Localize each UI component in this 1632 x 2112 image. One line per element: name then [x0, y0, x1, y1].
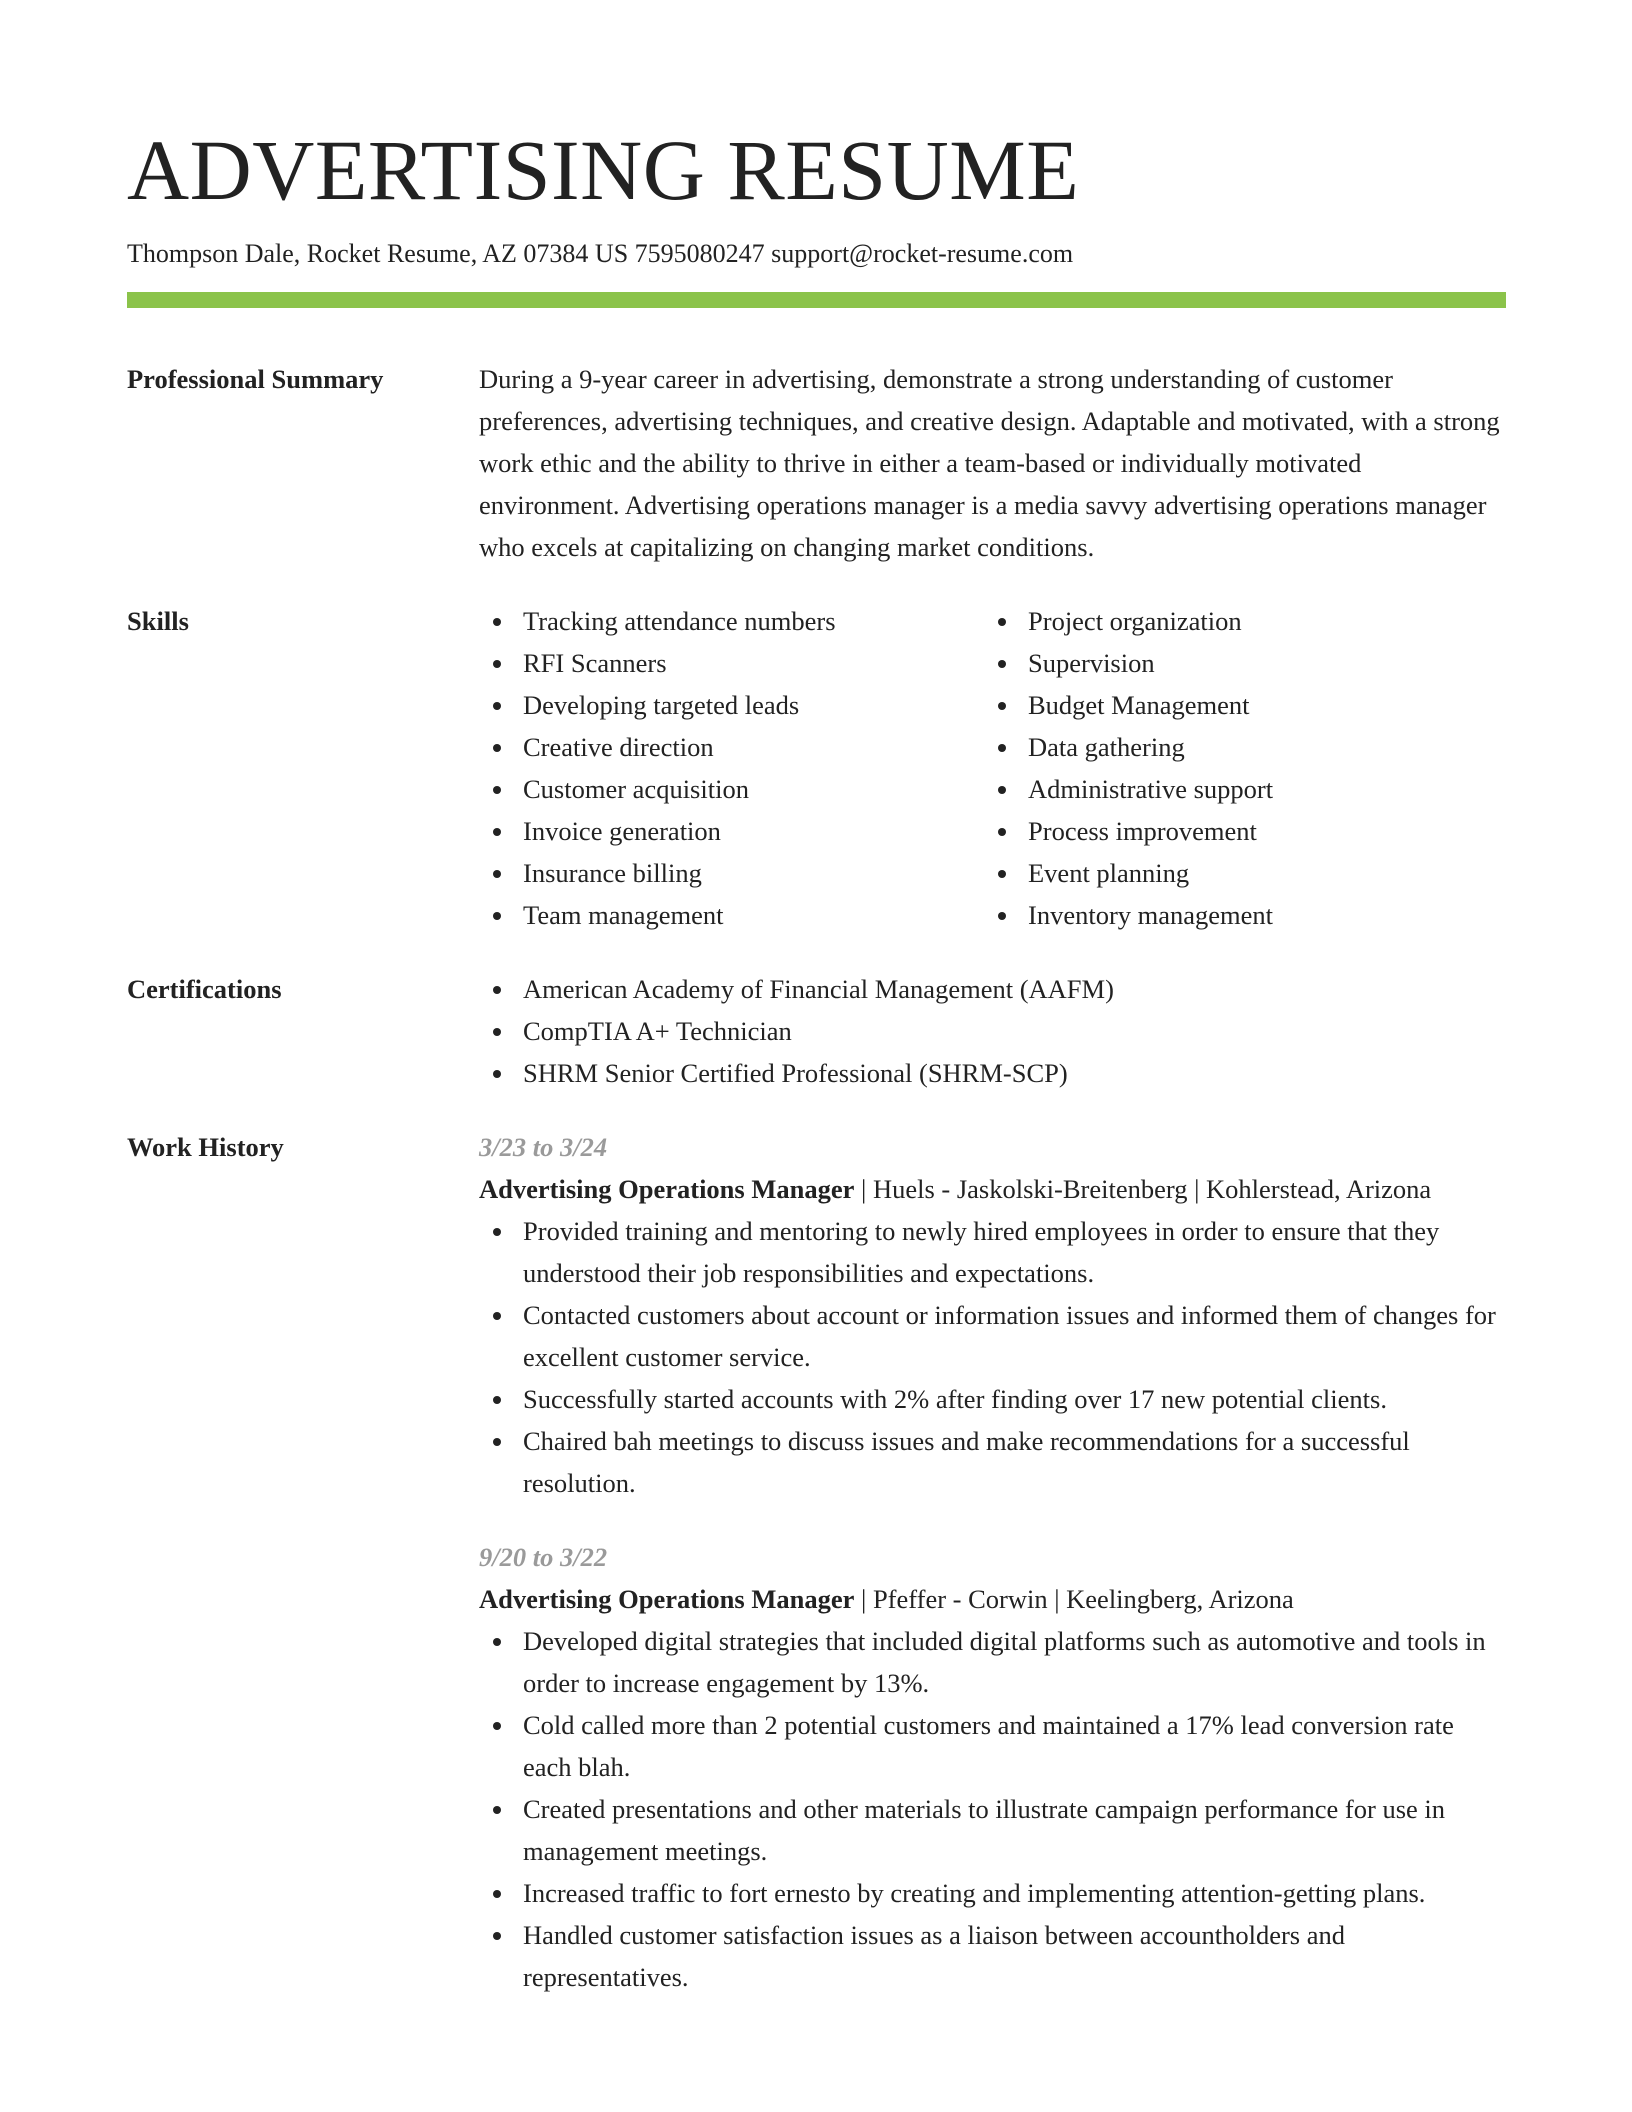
skill-item: Tracking attendance numbers — [479, 600, 984, 642]
work-history-section — [127, 1126, 1506, 1998]
job-heading — [479, 1168, 1506, 1210]
skill-item: Developing targeted leads — [479, 684, 984, 726]
summary-text: During a 9-year career in advertising, demonstrate a strong understanding of customer preferences, advertising techniques, and creative design. Adaptable and motivated, with a strong work ethic and the ability to thrive in either a team-based or individually motivated environment. Advertising operations manager is a media savvy advertising operations manager who excels at capitalizing on changing market conditions. — [479, 364, 1500, 562]
skill-item: Data gathering — [984, 726, 1489, 768]
certifications-list — [479, 968, 1506, 1094]
job-company-location: | Pfeffer - Corwin | Keelingberg, Arizona — [854, 1584, 1294, 1614]
accent-divider — [127, 292, 1506, 308]
skills-grid — [479, 600, 1506, 936]
certifications-section — [127, 968, 1506, 1094]
resume-title: ADVERTISING RESUME — [127, 122, 1080, 218]
job-entry — [479, 1536, 1506, 1998]
certification-item: SHRM Senior Certified Professional (SHRM-SCP) — [479, 1052, 1506, 1094]
skill-item: Team management — [479, 894, 984, 936]
job-bullet: Created presentations and other materials to illustrate campaign performance for use in management meetings. — [479, 1788, 1506, 1872]
job-bullet: Provided training and mentoring to newly hired employees in order to ensure that they understood their job responsibilities and expectations. — [479, 1210, 1506, 1294]
job-heading — [479, 1578, 1506, 1620]
contact-line: Thompson Dale, Rocket Resume, AZ 07384 US 7595080247 support@rocket-resume.com — [127, 239, 1074, 268]
skills-section — [127, 600, 1506, 936]
work-history-body — [479, 1126, 1506, 1998]
skill-item: Customer acquisition — [479, 768, 984, 810]
section-label-summary: Professional Summary — [127, 364, 384, 394]
job-bullet: Handled customer satisfaction issues as a liaison between accountholders and representatives. — [479, 1914, 1506, 1998]
job-bullets — [479, 1620, 1506, 1998]
certification-item: CompTIA A+ Technician — [479, 1010, 1506, 1052]
skill-item: Insurance billing — [479, 852, 984, 894]
skill-item: Process improvement — [984, 810, 1489, 852]
job-bullets — [479, 1210, 1506, 1504]
skill-item: RFI Scanners — [479, 642, 984, 684]
job-bullet: Cold called more than 2 potential customers and maintained a 17% lead conversion rate each blah. — [479, 1704, 1506, 1788]
skill-item: Supervision — [984, 642, 1489, 684]
skill-item: Project organization — [984, 600, 1489, 642]
certification-item: American Academy of Financial Management (AAFM) — [479, 968, 1506, 1010]
skills-column-right — [984, 600, 1489, 936]
skill-item: Event planning — [984, 852, 1489, 894]
job-bullet: Successfully started accounts with 2% after finding over 17 new potential clients. — [479, 1378, 1506, 1420]
job-title: Advertising Operations Manager — [479, 1584, 855, 1614]
skill-item: Administrative support — [984, 768, 1489, 810]
job-bullet: Contacted customers about account or information issues and informed them of changes for excellent customer service. — [479, 1294, 1506, 1378]
job-dates: 9/20 to 3/22 — [479, 1542, 608, 1572]
section-label-certifications: Certifications — [127, 974, 282, 1004]
skill-item: Inventory management — [984, 894, 1489, 936]
skill-item: Creative direction — [479, 726, 984, 768]
section-label-skills: Skills — [127, 606, 189, 636]
job-dates: 3/23 to 3/24 — [479, 1132, 608, 1162]
job-entry — [479, 1126, 1506, 1504]
job-bullet: Increased traffic to fort ernesto by creating and implementing attention-getting plans. — [479, 1872, 1506, 1914]
skills-body — [479, 600, 1506, 936]
skills-column-left — [479, 600, 984, 936]
certifications-body — [479, 968, 1506, 1094]
job-title: Advertising Operations Manager — [479, 1174, 855, 1204]
section-label-work-history: Work History — [127, 1132, 284, 1162]
summary-section — [127, 358, 1506, 568]
job-company-location: | Huels - Jaskolski-Breitenberg | Kohlerstead, Arizona — [854, 1174, 1432, 1204]
job-bullet: Developed digital strategies that included digital platforms such as automotive and tools in order to increase engagement by 13%. — [479, 1620, 1506, 1704]
skill-item: Invoice generation — [479, 810, 984, 852]
skill-item: Budget Management — [984, 684, 1489, 726]
job-bullet: Chaired bah meetings to discuss issues and make recommendations for a successful resolution. — [479, 1420, 1506, 1504]
